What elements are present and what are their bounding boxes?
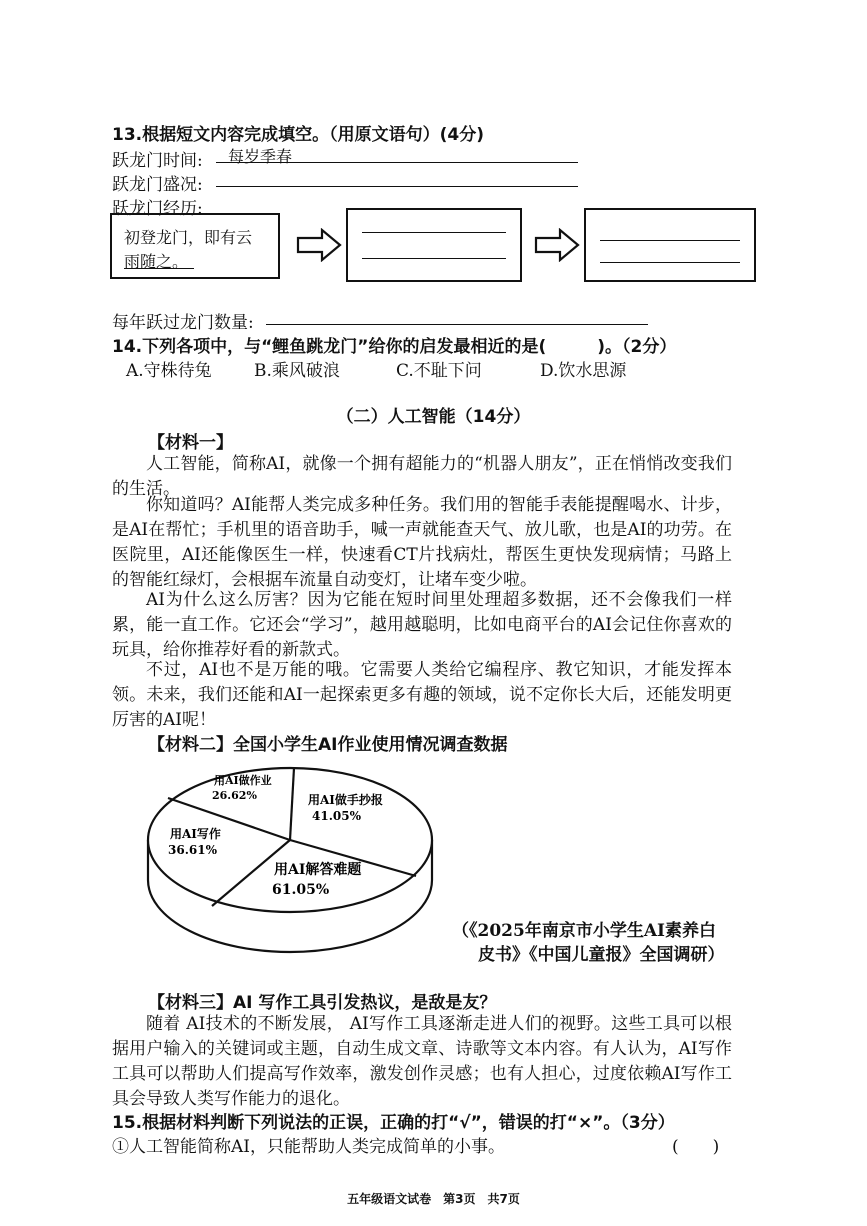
slice-value-problems: 61.05% xyxy=(272,882,330,898)
time-label: 跃龙门时间: xyxy=(112,151,203,171)
box1-line1: 初登龙门，即有云 xyxy=(124,228,253,247)
chart-source-line2: 皮书》《中国儿童报》全国调研） xyxy=(478,945,725,965)
material1-paragraph-4: 不过，AI也不是万能的哦。它需要人类给它编程序、教它知识，才能发挥本领。未来，我们还能和AI一起探索更多有趣的领域，说不定你长大后，还能发明更厉害的AI呢！ xyxy=(112,660,732,730)
chart-source-line1: （《2025年南京市小学生AI素养白 xyxy=(452,921,716,941)
material1-paragraph-2: 你知道吗？AI能帮人类完成多种任务。我们用的智能手表能提醒喝水、计步，是AI在帮忙；手机里的语音助手，喊一声就能查天气、放儿歌，也是AI的功劳。在医院里，AI还能像医生一样，快速看CT片找病灶，帮医生更快发现病情；马路上的智能红绿灯，会根据车流量自动变灯，让堵车变少啦。 xyxy=(112,495,732,590)
material3-title: 【材料三】AI 写作工具引发热议，是敌是友？ xyxy=(148,993,497,1013)
box3-line1[interactable] xyxy=(600,240,740,241)
q15-item-1-answer[interactable]: ( ) xyxy=(672,1137,720,1157)
experience-box-2 xyxy=(346,208,522,282)
material2-title: 【材料二】全国小学生AI作业使用情况调查数据 xyxy=(148,735,508,755)
ai-usage-pie-chart xyxy=(140,758,440,958)
box3-line2[interactable] xyxy=(600,262,740,263)
arrow-right-icon xyxy=(534,228,580,262)
box2-line1[interactable] xyxy=(362,232,506,233)
count-label: 每年跃过龙门数量: xyxy=(112,313,254,333)
slice-label-writing: 用AI写作 xyxy=(170,827,221,841)
slice-label-homework: 用AI做作业 xyxy=(214,774,272,787)
q14-title: 14.下列各项中，与“鲤鱼跳龙门”给你的启发最相近的是( )。（2分） xyxy=(112,337,677,357)
time-answer-line[interactable] xyxy=(216,162,578,163)
material3-paragraph: 随着 AI技术的不断发展， AI写作工具逐渐走进人们的视野。这些工具可以根据用户输入的关键词或主题，自动生成文章、诗歌等文本内容。有人认为，AI写作工具可以帮助人们提高写作效率，激发创作灵感；也有人担心，过度依赖AI写作工具会导致人类写作能力的退化。 xyxy=(112,1014,732,1109)
experience-box-1 xyxy=(110,213,280,279)
experience-box-3 xyxy=(584,208,756,282)
page-footer: 五年级语文试卷 第3页 共7页 xyxy=(347,1192,520,1206)
q15-item-1: ①人工智能简称AI，只能帮助人类完成简单的小事。 xyxy=(112,1137,505,1157)
count-answer-line[interactable] xyxy=(266,324,648,325)
material1-title: 【材料一】 xyxy=(148,433,233,453)
grand-label: 跃龙门盛况: xyxy=(112,175,203,195)
q14-option-a[interactable]: A.守株待兔 xyxy=(126,361,212,381)
material1-paragraph-3: AI为什么这么厉害？因为它能在短时间里处理超多数据，还不会像我们一样累，能一直工作。它还会“学习”，越用越聪明，比如电商平台的AI会记住你喜欢的玩具，给你推荐好看的新款式。 xyxy=(112,590,732,660)
q13-title: 13.根据短文内容完成填空。（用原文语句）(4分) xyxy=(112,125,484,145)
q14-option-b[interactable]: B.乘风破浪 xyxy=(254,361,340,381)
slice-value-writing: 36.61% xyxy=(168,843,217,857)
slice-label-poster: 用AI做手抄报 xyxy=(308,793,383,807)
section-heading: （二）人工智能（14分） xyxy=(336,407,531,427)
exp-label: 跃龙门经历: xyxy=(112,199,203,219)
time-answer: 每岁季春 xyxy=(228,147,293,166)
q15-title: 15.根据材料判断下列说法的正误，正确的打“√”，错误的打“×”。（3分） xyxy=(112,1113,675,1133)
q14-option-c[interactable]: C.不耻下问 xyxy=(396,361,482,381)
arrow-right-icon xyxy=(296,228,342,262)
slice-value-poster: 41.05% xyxy=(312,809,361,823)
slice-value-homework: 26.62% xyxy=(212,789,257,802)
material1-paragraph-1: 人工智能，简称AI，就像一个拥有超能力的“机器人朋友”，正在悄悄改变我们的生活。 xyxy=(112,454,732,499)
q14-option-d[interactable]: D.饮水思源 xyxy=(540,361,627,381)
box2-line2[interactable] xyxy=(362,258,506,259)
box1-line2: 雨随之。 xyxy=(124,252,189,271)
slice-label-problems: 用AI解答难题 xyxy=(274,862,362,878)
grand-answer-line[interactable] xyxy=(216,186,578,187)
